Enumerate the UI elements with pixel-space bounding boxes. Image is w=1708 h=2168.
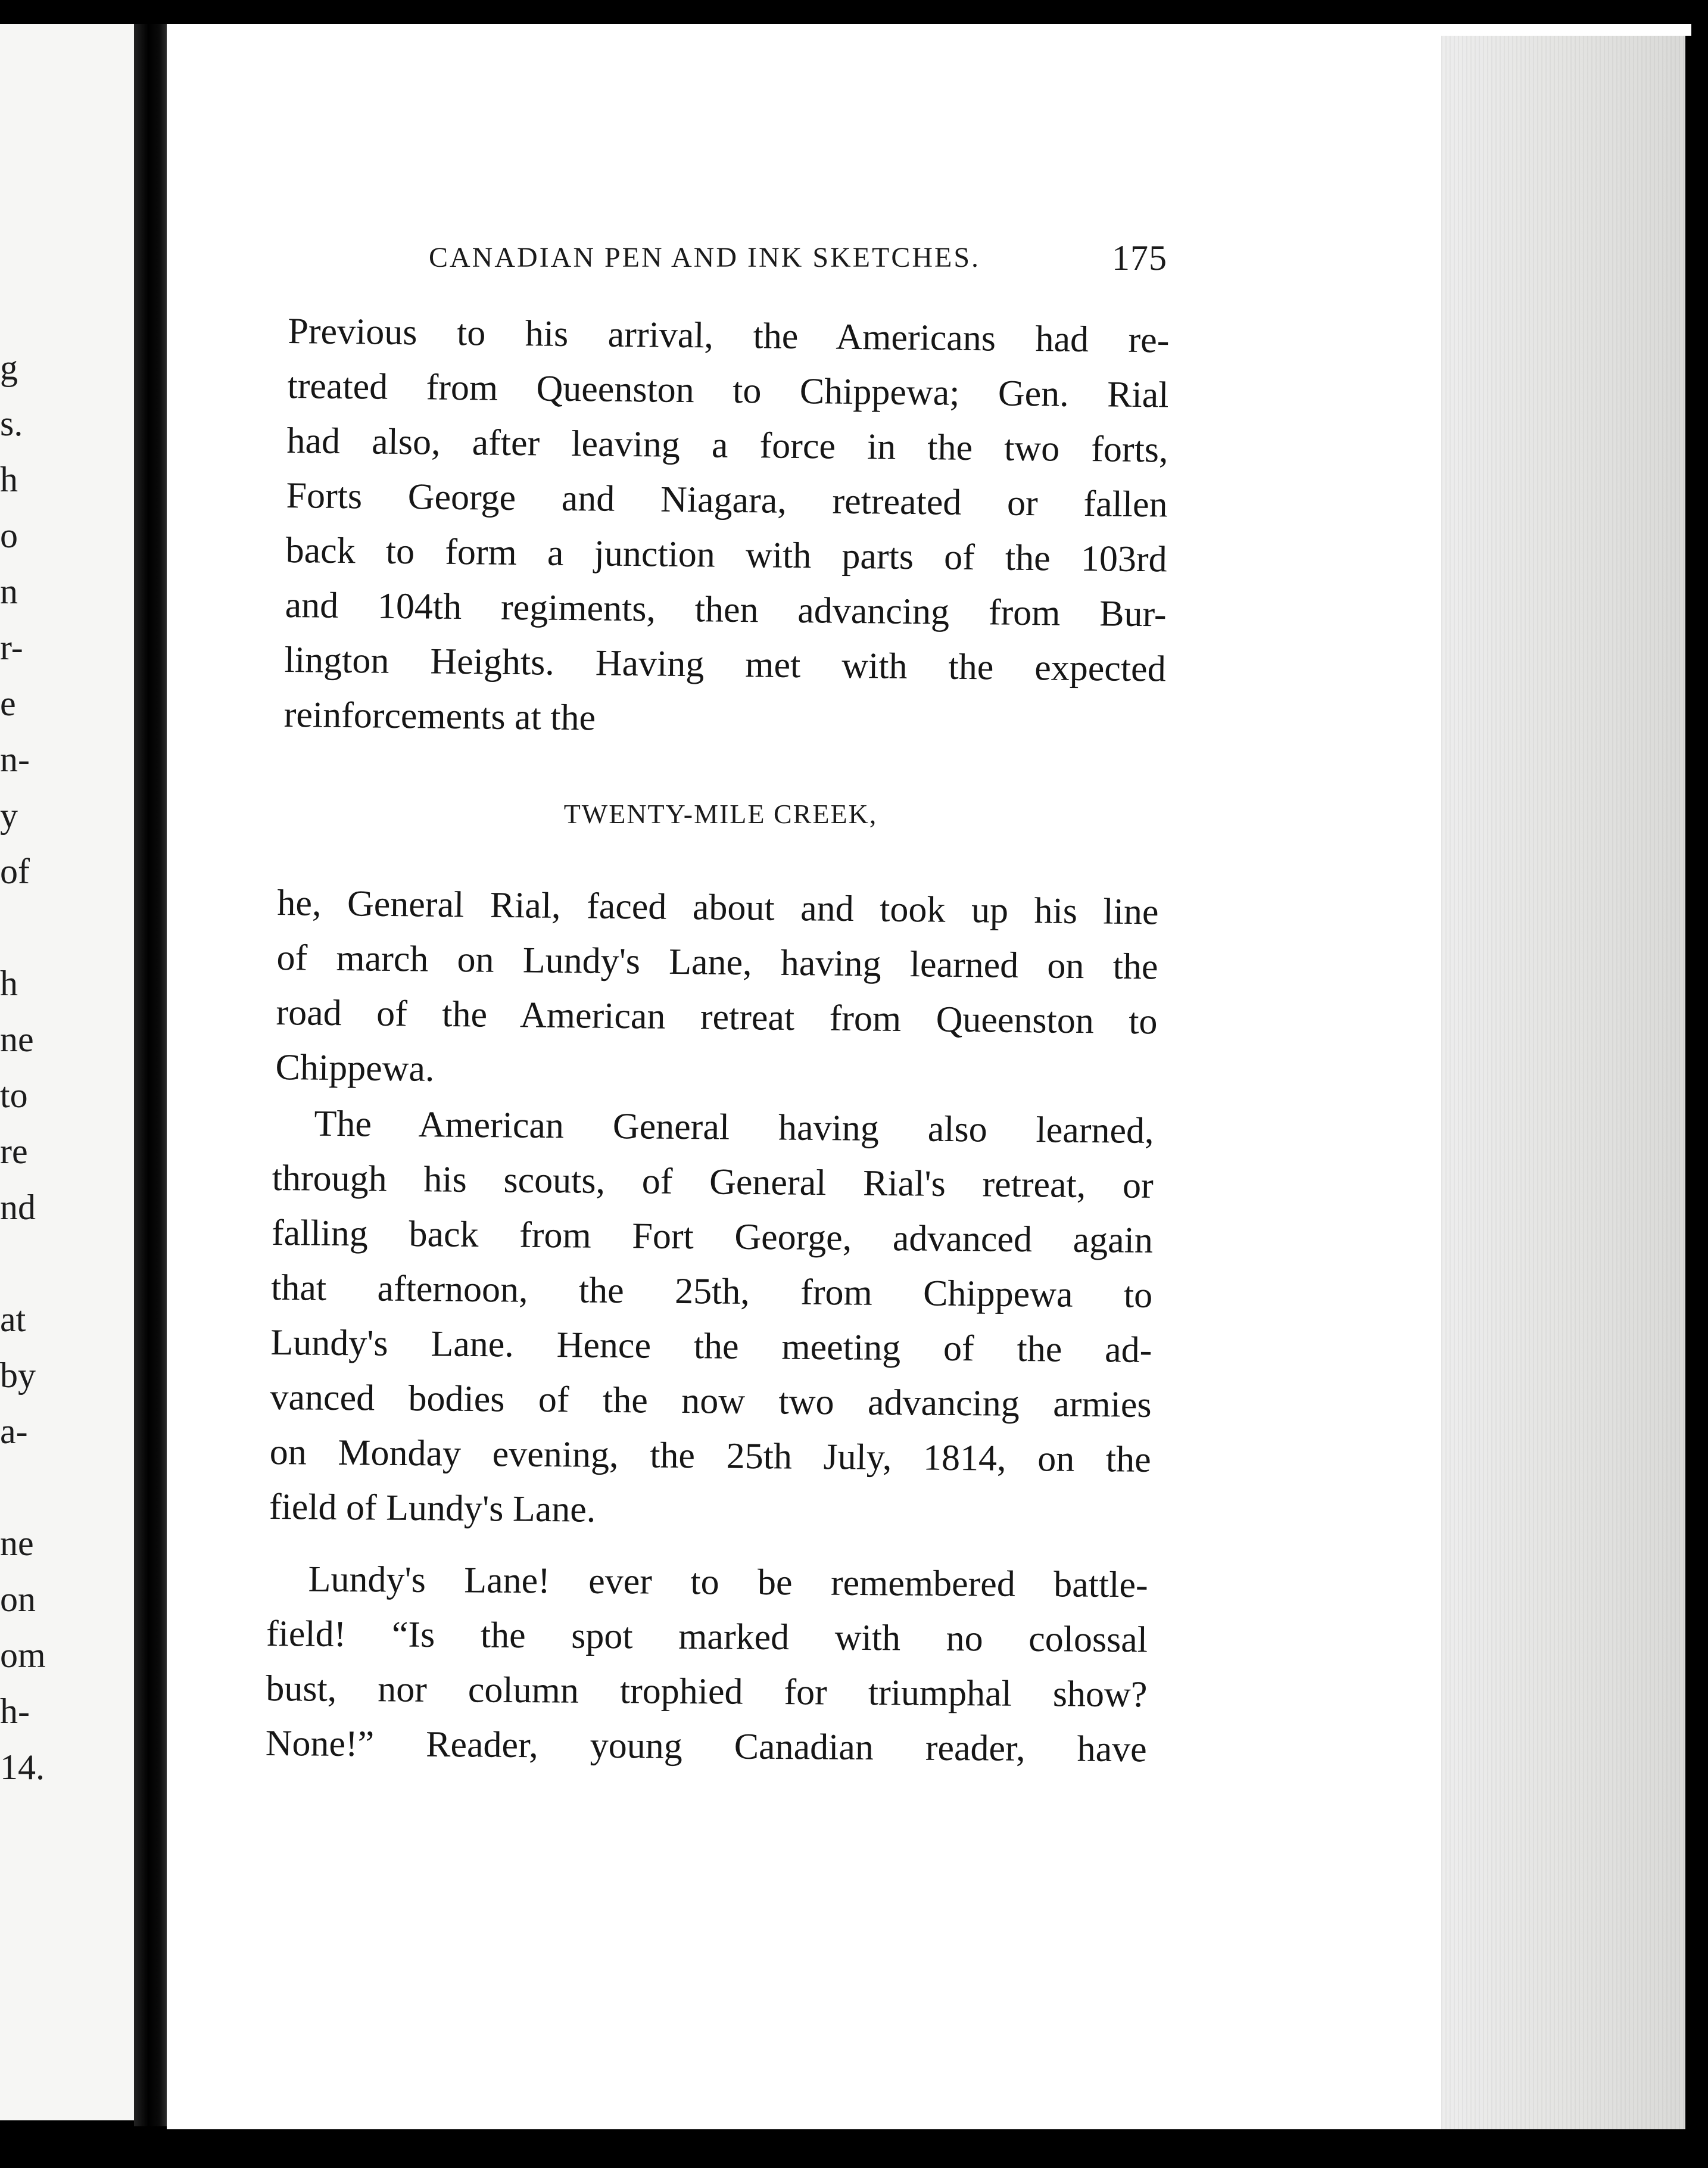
left-edge-fragment: re — [0, 1132, 28, 1171]
left-edge-fragment — [0, 899, 54, 955]
bottom-shadow — [0, 2129, 1708, 2168]
page-number: 175 — [1112, 238, 1167, 278]
text-line: The American General having also learned, — [314, 1103, 1154, 1151]
left-edge-fragment: to — [0, 1076, 28, 1115]
running-title: CANADIAN PEN AND INK SKETCHES. — [429, 242, 981, 273]
left-page — [0, 24, 140, 2120]
left-edge-fragment: ne — [0, 1020, 34, 1059]
text-line: vanced bodies of the now two advancing armies — [270, 1376, 1152, 1425]
text-line: treated from Queenston to Chippewa; Gen. Rial — [287, 365, 1169, 416]
text-line: Lundy's Lane! ever to be remembered battle- — [308, 1559, 1148, 1606]
text-line: field! “Is the spot marked with no colossal — [266, 1613, 1148, 1661]
text-line: had also, after leaving a force in the two forts, — [286, 420, 1168, 471]
text-line: None!” Reader, young Canadian reader, have — [265, 1722, 1147, 1770]
text-line: bust, nor column trophied for triumphal show? — [266, 1668, 1148, 1715]
left-edge-fragment: e — [0, 684, 16, 723]
left-page-edge-text — [0, 339, 54, 1795]
left-edge-fragment: h — [0, 460, 18, 499]
left-edge-fragment: nd — [0, 1188, 36, 1227]
text-line: Chippewa. — [275, 1046, 435, 1089]
left-edge-fragment: at — [0, 1300, 26, 1339]
text-line: back to form a junction with parts of the 103rd — [285, 529, 1167, 580]
left-edge-fragment — [0, 1235, 54, 1291]
text-line: through his scouts, of General Rial's retreat, or — [272, 1157, 1154, 1206]
text-line: lington Heights. Having met with the expected — [284, 639, 1167, 690]
left-edge-fragment: n- — [0, 740, 30, 779]
left-edge-fragment: ne — [0, 1524, 34, 1563]
left-edge-fragment: by — [0, 1356, 36, 1395]
left-edge-fragment: 14. — [0, 1748, 45, 1787]
paragraph-4 — [265, 1552, 1148, 1777]
left-edge-fragment: r- — [0, 628, 23, 667]
left-edge-fragment: y — [0, 796, 18, 835]
right-shadow — [1685, 36, 1708, 2132]
section-subheading: TWENTY-MILE CREEK, — [563, 799, 878, 829]
text-line: on Monday evening, the 25th July, 1814, on the — [269, 1431, 1152, 1480]
paragraph-3 — [269, 1096, 1154, 1542]
left-edge-fragment: n — [0, 572, 18, 611]
left-edge-fragment: h- — [0, 1692, 30, 1731]
text-line: reinforcements at the — [283, 694, 596, 739]
text-line: that afternoon, the 25th, from Chippewa to — [270, 1267, 1153, 1316]
book-gutter — [134, 24, 170, 2126]
left-edge-fragment: o — [0, 516, 18, 555]
text-line: falling back from Fort George, advanced again — [271, 1212, 1154, 1261]
text-line: and 104th regiments, then advancing from Bur- — [285, 584, 1167, 635]
text-line: Lundy's Lane. Hence the meeting of the ad- — [270, 1322, 1152, 1370]
text-line: of march on Lundy's Lane, having learned on the — [276, 937, 1158, 988]
text-line: field of Lundy's Lane. — [269, 1486, 596, 1530]
text-line: Previous to his arrival, the Americans had re- — [288, 310, 1170, 361]
page-block-edges — [1441, 36, 1691, 2132]
left-edge-fragment: a- — [0, 1412, 28, 1451]
text-line: Forts George and Niagara, retreated or fallen — [286, 475, 1168, 525]
text-line: road of the American retreat from Queenston to — [276, 992, 1158, 1042]
left-edge-fragment: of — [0, 852, 30, 891]
left-edge-fragment: om — [0, 1636, 46, 1675]
text-line: he, General Rial, faced about and took up his line — [277, 882, 1159, 933]
paragraph-2 — [275, 876, 1159, 1104]
left-edge-fragment: g — [0, 348, 18, 387]
left-edge-fragment: on — [0, 1580, 36, 1619]
left-edge-fragment: h — [0, 964, 18, 1003]
left-edge-fragment: s. — [0, 404, 23, 443]
left-edge-fragment — [0, 1459, 54, 1515]
paragraph-1 — [283, 304, 1170, 751]
